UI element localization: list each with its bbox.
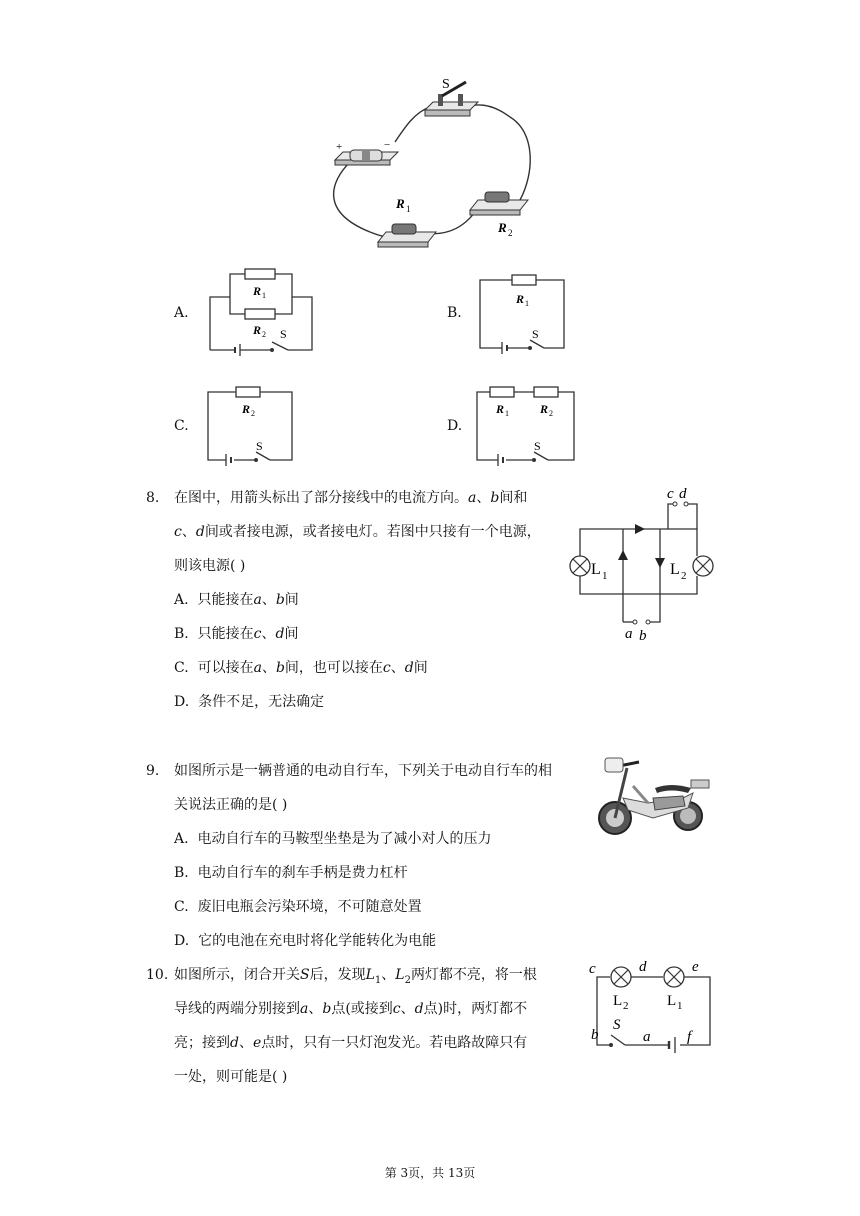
- q8-option-d[interactable]: [174, 692, 324, 712]
- q10-var: d: [414, 1001, 424, 1017]
- option-sep: 、: [261, 626, 276, 642]
- q7d-r1-sub: 1: [505, 409, 509, 418]
- q10-text: 两灯都不亮，将一根: [410, 967, 537, 983]
- option-text: 间，也可以接在: [284, 660, 383, 676]
- q8-option-c[interactable]: [174, 658, 428, 678]
- q7-option-d-diagram[interactable]: [472, 380, 582, 470]
- q10-sep: 、: [400, 1001, 415, 1017]
- option-letter: A.: [174, 831, 189, 847]
- q7-option-c-diagram[interactable]: [200, 380, 300, 470]
- q8-var-c: c: [174, 524, 182, 540]
- option-sep: 、: [261, 660, 276, 676]
- q8-fig-l2: L: [670, 561, 680, 578]
- q9-number: 9.: [146, 763, 160, 779]
- q7a-s: S: [280, 327, 287, 341]
- q9-stem-line1: 如图所示是一辆普通的电动自行车，下列关于电动自行车的相: [174, 763, 552, 779]
- page-footer: 第 3页，共 13页: [384, 1166, 476, 1180]
- q10-text: 导线的两端分别接到: [174, 1001, 300, 1017]
- q7-photo-r2: R: [498, 220, 507, 235]
- q10-line3: [174, 1033, 527, 1053]
- option-letter: B.: [174, 626, 189, 642]
- option-letter: D.: [174, 933, 190, 949]
- q7-photo-plus: +: [336, 141, 343, 153]
- q10-sub: 1: [374, 974, 382, 986]
- q8-fig-a: a: [625, 626, 633, 642]
- q8-stem-line3: 则该电源( ): [174, 558, 246, 574]
- electric-bicycle-image: [593, 748, 713, 838]
- q9-option-d[interactable]: [174, 931, 436, 951]
- q7-option-b-diagram[interactable]: [472, 268, 572, 358]
- option-text: 它的电池在充电时将化学能转化为电能: [198, 933, 437, 949]
- q7-option-a-diagram[interactable]: [200, 262, 320, 362]
- q9-option-c[interactable]: [174, 897, 422, 917]
- option-var: c: [382, 660, 391, 676]
- q7c-r2: R: [242, 402, 251, 416]
- q10-text: 如图所示，闭合开关: [174, 967, 300, 983]
- q10-var: c: [392, 1001, 401, 1017]
- option-letter: C.: [174, 660, 189, 676]
- q7-photo-switch-label: S: [442, 77, 450, 92]
- q8-stem-line1: [174, 488, 527, 508]
- q8-fig-l2-sub: 2: [681, 570, 687, 582]
- q10-fig-l2-sub: 2: [623, 1000, 629, 1012]
- option-text: 只能接在: [197, 626, 254, 642]
- q7c-s: S: [256, 439, 263, 453]
- q10-sep: 、: [381, 967, 396, 983]
- option-text: 间: [284, 626, 299, 642]
- q10-fig-f: f: [687, 1029, 692, 1045]
- q9-stem-line2: 关说法正确的是( ): [174, 797, 288, 813]
- q10-fig-c: c: [589, 961, 596, 977]
- q10-circuit-figure: [585, 955, 715, 1065]
- q8-var-d: d: [195, 524, 205, 540]
- q10-var: b: [322, 1001, 332, 1017]
- option-var: c: [253, 626, 262, 642]
- option-text: 电动自行车的刹车手柄是费力杠杆: [197, 865, 408, 881]
- q8-fig-l1: L: [591, 561, 601, 578]
- q8-number: 8.: [146, 490, 160, 506]
- q10-line1: [174, 965, 537, 991]
- q7-option-c-letter[interactable]: C.: [174, 418, 189, 434]
- option-letter: B.: [174, 865, 189, 881]
- q8-var-b: b: [490, 490, 500, 506]
- option-text: 废旧电瓶会污染环境，不可随意处置: [197, 899, 422, 915]
- q10-line4: 一处，则可能是( ): [174, 1069, 288, 1085]
- q9-option-a[interactable]: [174, 829, 491, 849]
- q10-fig-b: b: [591, 1027, 599, 1043]
- q10-fig-l1: L: [667, 993, 677, 1009]
- q10-var-s: S: [300, 967, 310, 983]
- option-text: 条件不足，无法确定: [198, 694, 325, 710]
- q10-text: 亮；接到: [174, 1035, 230, 1051]
- q10-fig-a: a: [643, 1029, 651, 1045]
- option-var: a: [253, 660, 262, 676]
- q7d-r2-sub: 2: [549, 409, 553, 418]
- option-var: b: [275, 660, 285, 676]
- q10-var-l1: L: [365, 967, 375, 983]
- option-var: b: [275, 592, 285, 608]
- q10-var: a: [300, 1001, 309, 1017]
- q10-text: 点时，只有一只灯泡发光。若电路故障只有: [261, 1035, 528, 1051]
- q10-var-l2: L: [395, 967, 405, 983]
- q10-line2: [174, 999, 527, 1019]
- q8-fig-l1-sub: 1: [602, 570, 608, 582]
- q7a-r2: R: [253, 323, 262, 337]
- q8-option-b[interactable]: [174, 624, 298, 644]
- q10-text: 点(或接到: [331, 1001, 393, 1017]
- q7a-r1-sub: 1: [262, 291, 266, 300]
- q10-sep: 、: [238, 1035, 253, 1051]
- q10-text: 后，发现: [309, 967, 366, 983]
- q10-var: e: [252, 1035, 262, 1051]
- option-text: 电动自行车的马鞍型坐垫是为了减小对人的压力: [197, 831, 492, 847]
- option-letter: A.: [174, 592, 189, 608]
- q10-text: 点)时，两灯都不: [423, 1001, 528, 1017]
- option-text: 可以接在: [197, 660, 254, 676]
- q8-stem-line2: [174, 522, 541, 542]
- q8-stem-text: 间或者接电源，或者接电灯。若图中只接有一个电源，: [204, 524, 541, 540]
- q7d-s: S: [534, 439, 541, 453]
- option-var: d: [275, 626, 285, 642]
- q8-stem-text: 在图中，用箭头标出了部分接线中的电流方向。: [174, 490, 468, 506]
- q7-photo-r2-sub: 2: [508, 228, 513, 238]
- q7a-r2-sub: 2: [262, 330, 266, 339]
- q7b-r1: R: [516, 292, 525, 306]
- q7-photo-minus: −: [384, 139, 391, 151]
- q10-fig-l2: L: [613, 993, 623, 1009]
- q9-option-b[interactable]: [174, 863, 408, 883]
- q10-fig-l1-sub: 1: [677, 1000, 683, 1012]
- q8-sep: 、: [181, 524, 196, 540]
- option-text: 间: [284, 592, 299, 608]
- q10-fig-e: e: [692, 959, 699, 975]
- q8-fig-c: c: [667, 486, 674, 502]
- option-letter: D.: [174, 694, 190, 710]
- q7a-r1: R: [253, 284, 262, 298]
- q10-sub: 2: [404, 974, 411, 986]
- q8-fig-b: b: [639, 628, 647, 644]
- option-var: a: [253, 592, 262, 608]
- q7b-r1-sub: 1: [525, 299, 529, 308]
- q8-fig-d: d: [679, 486, 687, 502]
- q7-circuit-photo: [320, 72, 550, 252]
- q7c-r2-sub: 2: [251, 409, 255, 418]
- q8-circuit-figure: [565, 484, 725, 644]
- q7-photo-r1: R: [396, 196, 405, 211]
- q10-sep: 、: [308, 1001, 323, 1017]
- q8-var-a: a: [468, 490, 477, 506]
- q10-number: 10.: [146, 967, 169, 983]
- option-text: 间: [413, 660, 428, 676]
- q7-option-d-letter[interactable]: D.: [447, 418, 463, 434]
- option-letter: C.: [174, 899, 189, 915]
- q8-sep: 、: [476, 490, 491, 506]
- q10-fig-d: d: [639, 959, 647, 975]
- q10-fig-s: S: [613, 1017, 621, 1033]
- q8-option-a[interactable]: [174, 590, 299, 610]
- q7-option-b-letter[interactable]: B.: [447, 305, 462, 321]
- q7-photo-r1-sub: 1: [406, 204, 411, 214]
- q8-stem-text: 间和: [499, 490, 528, 506]
- option-sep: 、: [390, 660, 405, 676]
- q7b-s: S: [532, 327, 539, 341]
- q7d-r2: R: [540, 402, 549, 416]
- option-var: d: [404, 660, 414, 676]
- option-text: 只能接在: [197, 592, 254, 608]
- q7-option-a-letter[interactable]: A.: [174, 305, 189, 321]
- q10-var: d: [230, 1035, 239, 1051]
- q7d-r1: R: [496, 402, 505, 416]
- option-sep: 、: [261, 592, 276, 608]
